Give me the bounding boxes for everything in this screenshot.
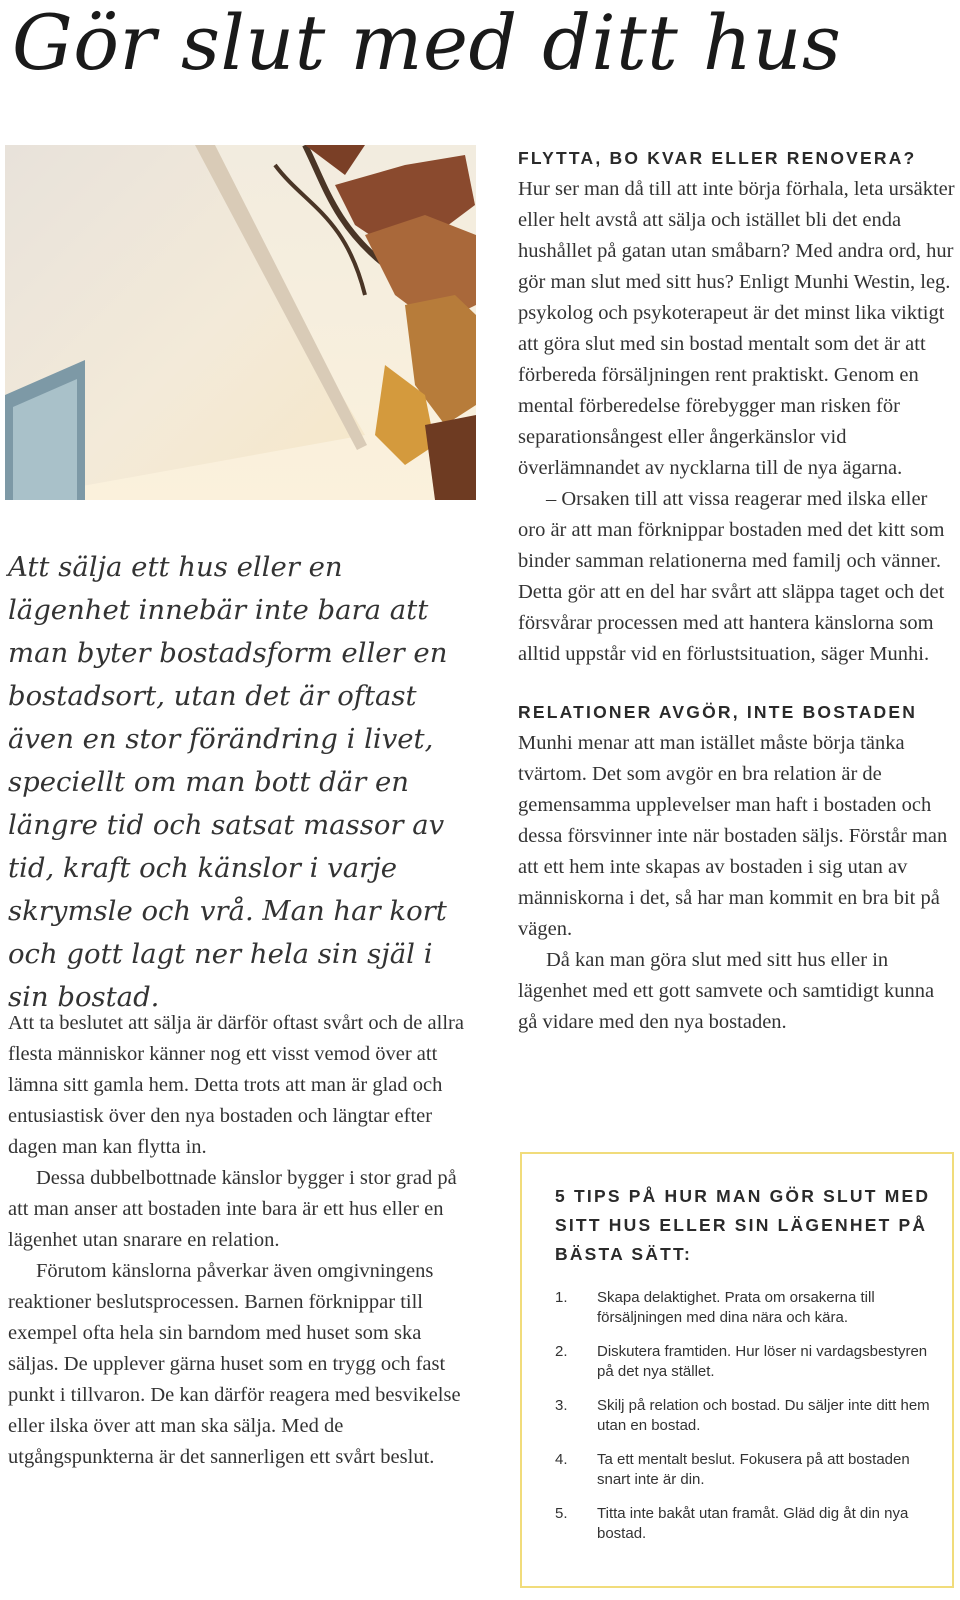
tip-number: 2.: [555, 1343, 568, 1360]
right-paragraph: – Orsaken till att vissa reagerar med ilska eller oro är att man förknippar bostaden med det kitt som binder samman relationerna med familj och vänner. Detta gör att en del har svårt att släppa taget och det försvårar processen med att hantera känslorna som alltid uppstår vid en förlustsituation, säger Munhi.: [518, 488, 945, 665]
tip-item: [555, 1342, 945, 1382]
left-paragraph: Förutom känslorna påverkar även omgivningens reaktioner beslutsprocessen. Barnen förknippar till exempel ofta hela sin barndom med huset som ska säljas. De upplever gärna huset som en trygg och fast punkt i tillvaron. De kan därför reagera med besvikelse eller ilska över att man ska sälja. Med de utgångspunkterna är det sannerligen ett svårt beslut.: [8, 1260, 461, 1468]
right-paragraph: Munhi menar att man istället måste börja tänka tvärtom. Det som avgör en bra relation är de gemensamma upplevelser man haft i bostaden och dessa försvinner inte när bostaden säljs. Förstår man att ett hem inte skapas av bostaden i sig utan av människorna i det, så har man kommit en bra bit på vägen.: [518, 732, 948, 940]
tip-text: Ta ett mentalt beslut. Fokusera på att bostaden snart inte är din.: [597, 1451, 910, 1488]
tip-text: Skapa delaktighet. Prata om orsakerna till försäljningen med dina nära och kära.: [597, 1289, 875, 1326]
section-heading: RELATIONER AVGÖR, INTE BOSTADEN: [518, 702, 918, 722]
tip-number: 1.: [555, 1289, 568, 1306]
tips-box: [520, 1152, 954, 1588]
right-column: [518, 146, 958, 1038]
tip-item: [555, 1504, 945, 1544]
left-paragraph: Dessa dubbelbottnade känslor bygger i stor grad på att man anser att bostaden inte bara är ett hus eller en lägenhet utan snarare en relation.: [8, 1167, 457, 1251]
right-paragraph: Då kan man göra slut med sitt hus eller in lägenhet med ett gott samvete och samtidigt kunna gå vidare med den nya bostaden.: [518, 949, 935, 1033]
left-paragraph: Att ta beslutet att sälja är därför oftast svårt och de allra flesta människor känner nog ett visst vemod över att lämna sitt gamla hem. Detta trots att man är glad och entusiastisk över den nya bostaden och längtar efter dagen man kan flytta in.: [8, 1012, 464, 1158]
tip-number: 3.: [555, 1397, 568, 1414]
tips-title: 5 TIPS PÅ HUR MAN GÖR SLUT MED SITT HUS ELLER SIN LÄGENHET PÅ BÄSTA SÄTT:: [555, 1186, 931, 1264]
tips-list: [555, 1288, 945, 1558]
section-heading: FLYTTA, BO KVAR ELLER RENOVERA?: [518, 148, 917, 168]
article-lead: Att sälja ett hus eller en lägenhet innebär inte bara att man byter bostadsform eller en bostadsort, utan det är oftast även en stor förändring i livet, speciellt om man bott där en längre tid och satsat massor av tid, kraft och känslor i varje skrymsle och vrå. Man har kort och gott lagt ner hela sin själ i sin bostad.: [8, 551, 448, 1013]
tip-item: [555, 1288, 945, 1328]
tip-text: Diskutera framtiden. Hur löser ni vardagsbestyren på det nya stället.: [597, 1343, 928, 1380]
left-body-text: [8, 1008, 470, 1473]
article-title: Gör slut med ditt hus: [12, 0, 842, 87]
tip-item: [555, 1396, 945, 1436]
house-eaves-photo: [5, 145, 476, 500]
tip-number: 4.: [555, 1451, 568, 1468]
right-paragraph: Hur ser man då till att inte börja förhala, leta ursäkter eller helt avstå att sälja och istället bli det enda hushållet på gatan utan småbarn? Med andra ord, hur gör man slut med sitt hus? Enligt Munhi Westin, leg. psykolog och psykoterapeut är det minst lika viktigt att göra slut med sin bostad mentalt som det är att förbereda försäljningen rent praktiskt. Genom en mental förberedelse förebygger man risken för separationsångest eller ångerkänslor vid överlämnandet av nycklarna till de nya ägarna.: [518, 178, 955, 479]
tip-item: [555, 1450, 945, 1490]
tip-text: Titta inte bakåt utan framåt. Gläd dig åt din nya bostad.: [597, 1505, 909, 1542]
tip-text: Skilj på relation och bostad. Du säljer inte ditt hem utan en bostad.: [597, 1397, 930, 1434]
tip-number: 5.: [555, 1505, 568, 1522]
photo-illustration: [5, 145, 476, 500]
